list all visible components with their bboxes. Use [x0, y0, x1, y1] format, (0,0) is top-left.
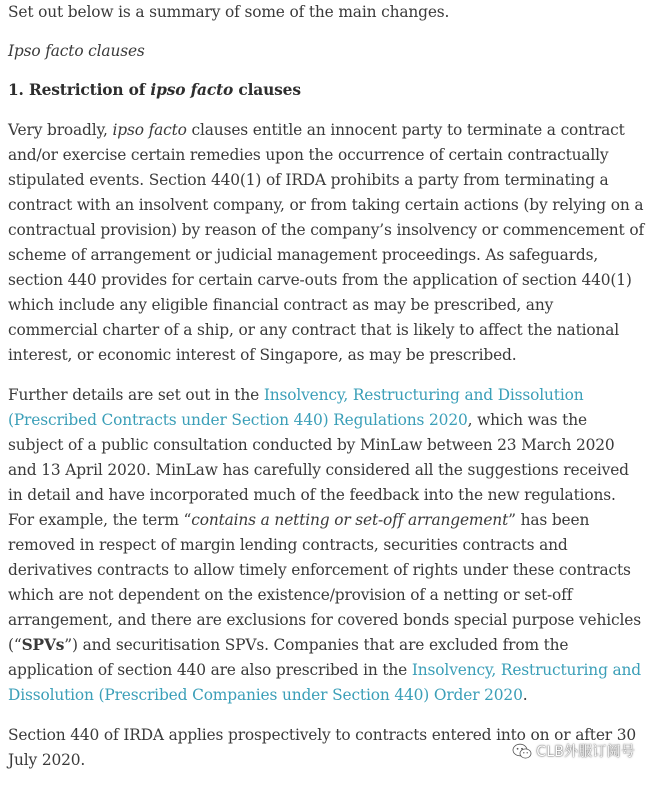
para2-text3: ”) and securitisation SPVs. Companies that are excluded from the application of section 440 are also prescribed in the	[8, 636, 569, 679]
para2-italic: contains a netting or set-off arrangement	[191, 511, 509, 529]
para1-italic: ipso facto	[112, 121, 187, 139]
link-prescribed-contracts-regulations[interactable]: Insolvency, Restructuring and Dissolution (Prescribed Contracts under Section 440) Regulations 2020	[8, 386, 584, 429]
para1-lead: Very broadly,	[8, 121, 113, 139]
paragraph-further-details	[8, 383, 644, 708]
heading-number: 1. Restriction of	[8, 81, 151, 99]
paragraph-ipso-facto	[8, 118, 644, 368]
para2-end: .	[522, 686, 528, 704]
para2-bold: SPVs	[21, 636, 65, 654]
section-label: Ipso facto clauses	[8, 42, 145, 60]
link-prescribed-companies-order[interactable]: Insolvency, Restructuring and Dissolution (Prescribed Companies under Section 440) Order 2020	[8, 661, 641, 704]
wechat-icon	[512, 743, 532, 760]
para2-text1: , which was the subject of a public consultation conducted by MinLaw between 23 March 2020 and 13 April 2020. MinLaw has carefully considered all the suggestions received in detail and have incorporated much of the feedback into the new regulations. For example, the term “	[8, 411, 629, 529]
para1-text: clauses entitle an innocent party to terminate a contract and/or exercise certain remedies upon the occurrence of certain contractually stipulated events. Section 440(1) of IRDA prohibits a party from terminating a contract with an insolvent company, or from taking certain actions (by relying on a contractual provision) by reason of the company’s insolvency or commencement of scheme of arrangement or judicial management proceedings. As safeguards, section 440 provides for certain carve-outs from the application of section 440(1) which include any eligible financial contract as may be prescribed, any commercial charter of a ship, or any contract that is likely to affect the national interest, or economic interest of Singapore, as may be prescribed.	[8, 121, 644, 364]
watermark-text: CLB外服订阅号	[536, 744, 635, 760]
paragraph-prospective: Section 440 of IRDA applies prospectively to contracts entered into on or after 30 July 2020.	[8, 726, 637, 769]
intro-text: Set out below is a summary of some of the main changes.	[8, 3, 450, 21]
watermark	[512, 741, 635, 761]
para2-lead: Further details are set out in the	[8, 386, 264, 404]
article-body	[8, 0, 644, 788]
section-heading	[8, 78, 644, 103]
heading-rest: clauses	[233, 81, 301, 99]
para2-text2: ” has been removed in respect of margin lending contracts, securities contracts and derivatives contracts to allow timely enforcement of rights under these contracts which are not dependent on the existence/provision of a netting or set-off arrangement, and there are exclusions for covered bonds special purpose vehicles (“	[8, 511, 641, 654]
heading-italic: ipso facto	[150, 81, 234, 99]
